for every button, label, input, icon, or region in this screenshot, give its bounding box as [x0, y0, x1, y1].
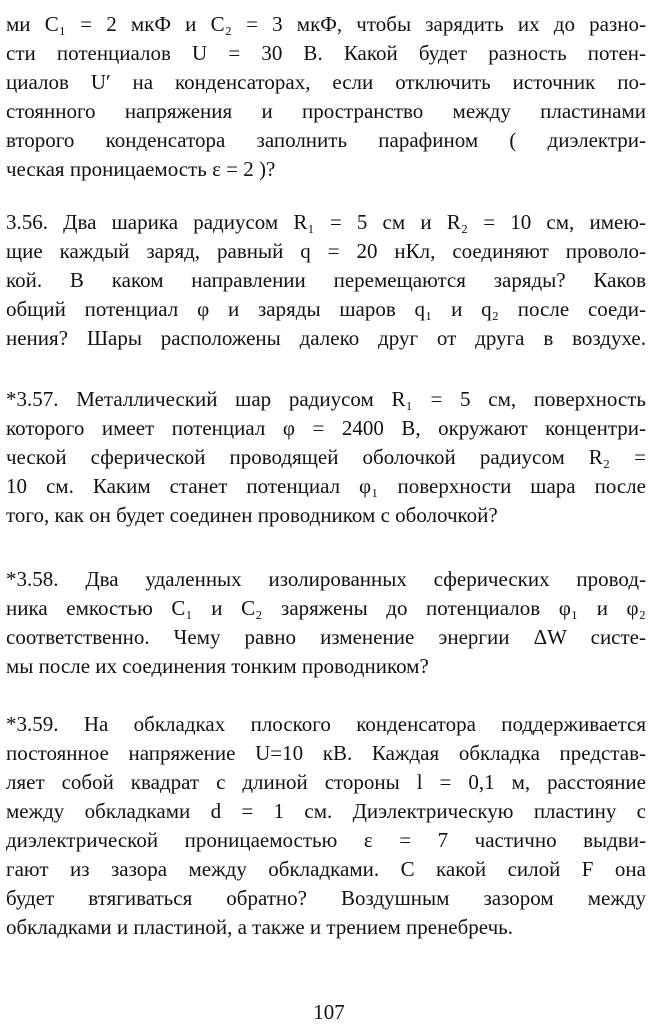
text-line: *3.57. Металлический шар радиусом R₁ = 5 см, поверхность [6, 387, 646, 411]
text-line: циалов U′ на конденсаторах, если отключить источник по- [6, 70, 646, 94]
text-line: между обкладками d = 1 см. Диэлектрическую пластину с [6, 799, 646, 823]
problem-3-56 [6, 208, 646, 353]
text-line: кой. В каком направлении перемещаются заряды? Каков [6, 268, 646, 292]
text-line: диэлектрической проницаемостью ε = 7 частично выдви- [6, 828, 646, 852]
text-line: 10 см. Каким станет потенциал φ₁ поверхности шара после [6, 474, 646, 498]
text-line: которого имеет потенциал φ = 2400 В, окружают концентри- [6, 416, 646, 440]
text-line: ческая проницаемость ε = 2 )? [6, 157, 276, 181]
text-line: сти потенциалов U = 30 В. Какой будет разность потен- [6, 41, 646, 65]
text-line: ческой сферической проводящей оболочкой радиусом R₂ = [6, 445, 646, 469]
text-line: *3.58. Два удаленных изолированных сферических провод- [6, 567, 646, 591]
problem-3-59 [6, 710, 646, 942]
text-line: мы после их соединения тонким проводником? [6, 654, 429, 678]
text-line: того, как он будет соединен проводником с оболочкой? [6, 503, 498, 527]
text-line: второго конденсатора заполнить парафином ( диэлектри- [6, 128, 646, 152]
text-line: ника емкостью C₁ и C₂ заряжены до потенциалов φ₁ и φ₂ [6, 596, 646, 620]
text-line: *3.59. На обкладках плоского конденсатора поддерживается [6, 712, 646, 736]
problem-3-55-continuation [6, 10, 646, 184]
text-line: соответственно. Чему равно изменение энергии ΔW систе- [6, 625, 646, 649]
text-line: ляет собой квадрат с длиной стороны l = 0,1 м, расстояние [6, 770, 646, 794]
text-line: нения? Шары расположены далеко друг от друга в воздухе. [6, 326, 646, 350]
problem-3-58 [6, 565, 646, 681]
page-number: 107 [313, 1000, 345, 1024]
text-line: стоянного напряжения и пространство между пластинами [6, 99, 646, 123]
text-line: гают из зазора между обкладками. С какой силой F она [6, 857, 646, 881]
text-line: 3.56. Два шарика радиусом R₁ = 5 см и R₂ = 10 см, имею- [6, 210, 646, 234]
text-line: обкладками и пластиной, а также и трением пренебречь. [6, 915, 513, 939]
problem-3-57 [6, 385, 646, 530]
text-line: общий потенциал φ и заряды шаров q₁ и q₂ после соеди- [6, 297, 646, 321]
text-line: постоянное напряжение U=10 кВ. Каждая обкладка представ- [6, 741, 646, 765]
text-line: ми C₁ = 2 мкФ и C₂ = 3 мкФ, чтобы зарядить их до разно- [6, 12, 646, 36]
text-line: будет втягиваться обратно? Воздушным зазором между [6, 886, 646, 910]
text-line: щие каждый заряд, равный q = 20 нКл, соединяют проволо- [6, 239, 646, 263]
